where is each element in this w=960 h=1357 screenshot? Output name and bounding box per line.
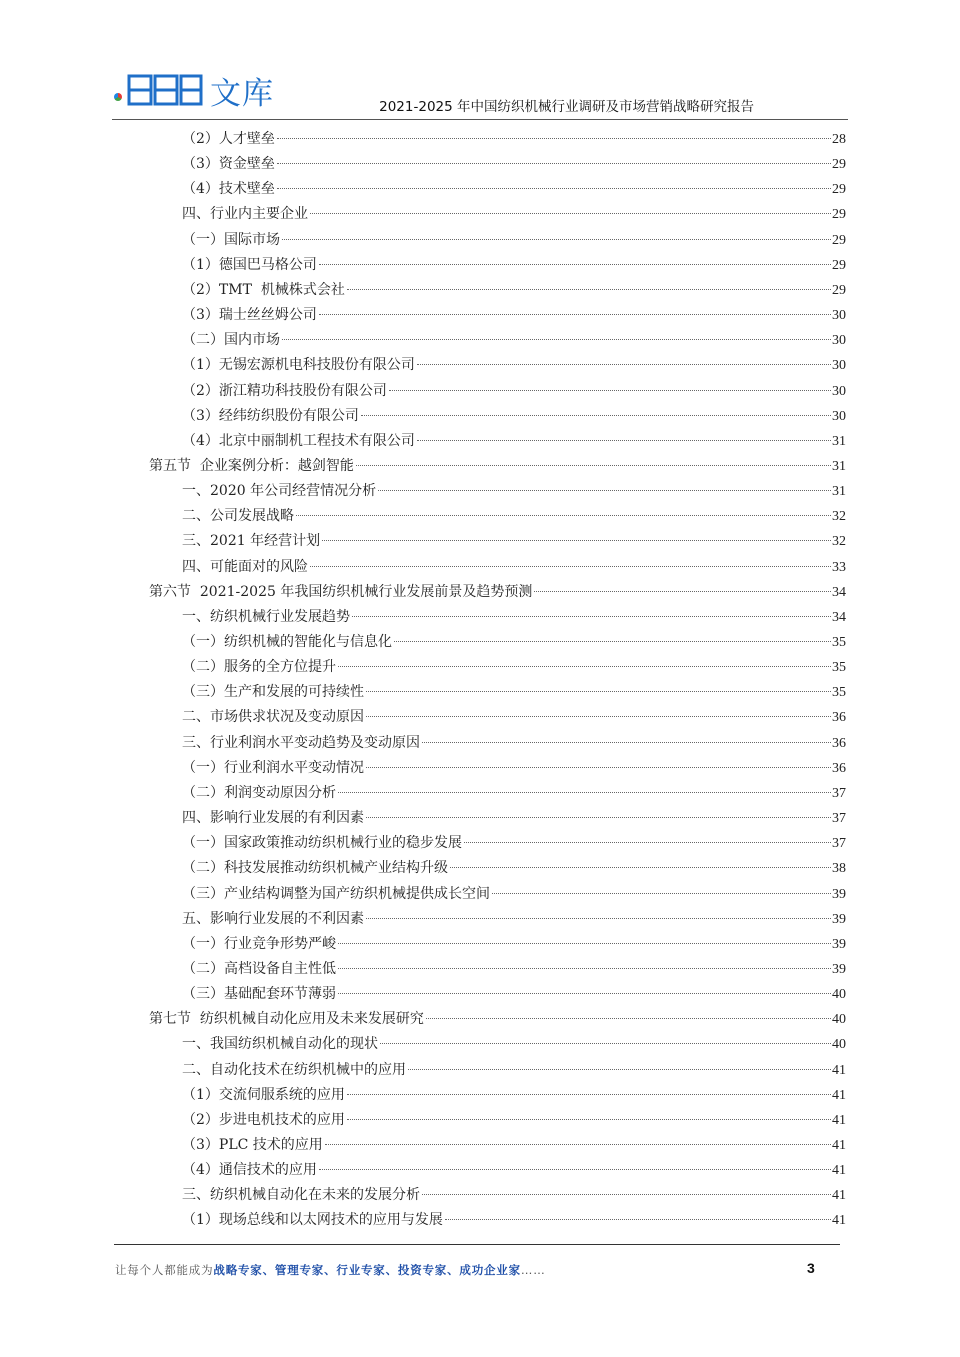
toc-entry[interactable] (182, 882, 846, 907)
toc-entry-label: 一、我国纺织机械自动化的现状 (182, 1036, 378, 1053)
toc-entry-label: （4）通信技术的应用 (182, 1162, 317, 1179)
toc-entry-page: 29 (832, 182, 846, 198)
toc-entry-label: （一）行业利润水平变动情况 (182, 759, 364, 776)
toc-entry-label: （2）步进电机技术的应用 (182, 1111, 345, 1128)
toc-entry-page: 35 (832, 635, 846, 650)
toc-entry[interactable] (182, 705, 846, 730)
toc-entry-page: 41 (832, 1112, 846, 1128)
toc-entry-label: （1）现场总线和以太网技术的应用与发展 (182, 1212, 443, 1229)
toc-entry-page: 37 (832, 785, 846, 801)
toc-entry-page: 34 (832, 584, 846, 600)
toc-entry-page: 39 (832, 911, 846, 927)
toc-entry-page: 29 (832, 232, 846, 248)
toc-entry[interactable] (149, 1007, 846, 1032)
toc-entry-page: 34 (832, 609, 846, 625)
toc-entry-page: 41 (832, 1138, 846, 1153)
toc-entry-label: 三、纺织机械自动化在未来的发展分析 (182, 1187, 420, 1204)
toc-entry-label: （3）经纬纺织股份有限公司 (182, 407, 359, 424)
footer-slogan-highlight: 战略专家、管理专家、行业专家、投资专家、成功企业家 (213, 1263, 521, 1277)
toc-entry[interactable] (182, 781, 846, 806)
toc-entry[interactable] (182, 1108, 846, 1133)
toc-leader-dots (492, 893, 831, 894)
footer-slogan-suffix: …… (520, 1263, 546, 1277)
toc-leader-dots (277, 188, 831, 189)
toc-entry-label: （二）国内市场 (182, 332, 280, 349)
toc-entry[interactable] (182, 555, 846, 580)
toc-entry-page: 30 (832, 333, 846, 349)
toc-entry[interactable] (149, 580, 846, 605)
toc-leader-dots (378, 490, 831, 491)
toc-entry-page: 39 (832, 936, 846, 952)
toc-leader-dots (338, 993, 831, 994)
toc-leader-dots (338, 666, 831, 667)
toc-leader-dots (310, 213, 831, 214)
toc-entry-label: 二、公司发展战略 (182, 508, 294, 525)
toc-entry-page: 40 (832, 1012, 846, 1028)
toc-entry[interactable] (182, 404, 846, 429)
toc-entry-label: 四、可能面对的风险 (182, 558, 308, 575)
toc-leader-dots (408, 1069, 831, 1070)
toc-entry-label: （二）高档设备自主性低 (182, 960, 336, 977)
toc-entry-page: 29 (832, 157, 846, 173)
toc-entry-label: 三、行业利润水平变动趋势及变动原因 (182, 734, 420, 751)
toc-leader-dots (464, 842, 831, 843)
toc-entry-label: （2）人才壁垒 (182, 131, 275, 147)
toc-entry-page: 32 (832, 534, 846, 550)
toc-entry[interactable] (182, 479, 846, 504)
toc-entry[interactable] (182, 1032, 846, 1057)
toc-entry-page: 39 (832, 886, 846, 902)
toc-leader-dots (322, 540, 831, 541)
toc-leader-dots (422, 1194, 831, 1195)
toc-entry-page: 41 (832, 1163, 846, 1179)
toc-entry[interactable] (182, 504, 846, 529)
toc-entry-page: 33 (832, 559, 846, 575)
toc-leader-dots (282, 239, 831, 240)
toc-entry-label: 第六节 2021-2025 年我国纺织机械行业发展前景及趋势预测 (149, 583, 533, 600)
toc-entry-page: 30 (832, 383, 846, 399)
toc-entry-page: 35 (832, 685, 846, 701)
toc-entry[interactable] (182, 328, 846, 353)
toc-entry-label: （1）德国巴马格公司 (182, 256, 317, 273)
toc-leader-dots (347, 289, 831, 290)
toc-entry[interactable] (182, 982, 846, 1007)
toc-leader-dots (319, 1169, 831, 1170)
toc-entry-label: （一）国家政策推动纺织机械行业的稳步发展 (182, 835, 462, 852)
toc-entry[interactable] (182, 655, 846, 680)
toc-entry[interactable] (182, 127, 846, 152)
toc-entry[interactable] (182, 856, 846, 881)
logo (114, 70, 274, 110)
toc-entry[interactable] (182, 379, 846, 404)
toc-leader-dots (319, 264, 831, 265)
toc-entry[interactable] (182, 680, 846, 705)
toc-entry[interactable] (182, 177, 846, 202)
toc-entry[interactable] (182, 731, 846, 756)
toc-entry-page: 29 (832, 207, 846, 223)
toc-entry-label: （2）浙江精功科技股份有限公司 (182, 382, 387, 399)
toc-entry-label: 三、2021 年经营计划 (182, 533, 321, 550)
document-title: 2021-2025 年中国纺织机械行业调研及市场营销战略研究报告 (379, 99, 754, 115)
toc-entry-page: 41 (832, 1213, 846, 1229)
toc-leader-dots (361, 415, 831, 416)
footer-divider (114, 1244, 840, 1245)
toc-entry-label: 一、2020 年公司经营情况分析 (182, 483, 377, 500)
toc-leader-dots (366, 767, 831, 768)
toc-leader-dots (325, 1144, 831, 1145)
toc-leader-dots (417, 440, 831, 441)
toc-leader-dots (282, 339, 831, 340)
toc-entry-label: （一）纺织机械的智能化与信息化 (182, 634, 392, 650)
toc-leader-dots (338, 943, 831, 944)
toc-entry-label: 第七节 纺织机械自动化应用及未来发展研究 (149, 1011, 424, 1028)
toc-entry[interactable] (182, 756, 846, 781)
toc-entry[interactable] (149, 454, 846, 479)
page-number: 3 (807, 1260, 815, 1276)
toc-entry[interactable] (182, 152, 846, 177)
toc-entry-page: 30 (832, 408, 846, 424)
toc-leader-dots (422, 742, 831, 743)
toc-entry-label: 四、行业内主要企业 (182, 206, 308, 223)
toc-leader-dots (338, 792, 831, 793)
toc-entry-page: 41 (832, 1087, 846, 1103)
toc-entry-label: 二、市场供求状况及变动原因 (182, 709, 364, 726)
toc-entry[interactable] (182, 253, 846, 278)
toc-leader-dots (366, 691, 831, 692)
toc-entry-label: （3）PLC 技术的应用 (182, 1137, 323, 1153)
toc-leader-dots (347, 1119, 831, 1120)
toc-entry-page: 37 (832, 811, 846, 827)
toc-entry-page: 36 (832, 735, 846, 751)
toc-leader-dots (445, 1219, 831, 1220)
toc-entry-page: 41 (832, 1062, 846, 1078)
toc-entry-label: （2）TMT 机械株式会社 (182, 281, 345, 298)
toc-entry-page: 35 (832, 660, 846, 676)
toc-entry-label: （二）利润变动原因分析 (182, 784, 336, 801)
toc-entry-label: 四、影响行业发展的有利因素 (182, 810, 364, 827)
toc-entry[interactable] (182, 1183, 846, 1208)
toc-leader-dots (417, 364, 831, 365)
toc-leader-dots (277, 138, 831, 139)
toc-entry-label: （二）科技发展推动纺织机械产业结构升级 (182, 860, 448, 877)
toc-entry-label: （三）生产和发展的可持续性 (182, 684, 364, 701)
toc-entry-page: 36 (832, 760, 846, 776)
toc-leader-dots (296, 515, 831, 516)
toc-leader-dots (347, 1094, 831, 1095)
toc-entry-label: 第五节 企业案例分析：越剑智能 (149, 457, 354, 474)
toc-entry[interactable] (182, 806, 846, 831)
toc-entry[interactable] (182, 278, 846, 303)
toc-entry-page: 30 (832, 308, 846, 324)
toc-entry-page: 40 (832, 987, 846, 1003)
toc-entry-page: 36 (832, 710, 846, 726)
toc-entry[interactable] (182, 605, 846, 630)
logo-text: 文库 (210, 75, 274, 112)
toc-entry[interactable] (182, 303, 846, 328)
toc-entry-page: 31 (832, 458, 846, 474)
toc-leader-dots (352, 616, 831, 617)
toc-entry-label: 一、纺织机械行业发展趋势 (182, 608, 350, 625)
toc-entry-label: （三）产业结构调整为国产纺织机械提供成长空间 (182, 885, 490, 902)
toc-entry-page: 41 (832, 1188, 846, 1204)
toc-entry-label: （1）交流伺服系统的应用 (182, 1086, 345, 1103)
toc-leader-dots (394, 641, 831, 642)
toc-entry-page: 29 (832, 282, 846, 298)
toc-leader-dots (310, 566, 831, 567)
toc-entry-label: （一）行业竞争形势严峻 (182, 935, 336, 952)
toc-entry-label: （3）瑞士丝丝姆公司 (182, 307, 317, 324)
toc-entry[interactable] (182, 907, 846, 932)
toc-leader-dots (319, 314, 831, 315)
toc-entry-page: 32 (832, 509, 846, 525)
toc-entry-label: （三）基础配套环节薄弱 (182, 986, 336, 1003)
toc-entry[interactable] (182, 228, 846, 253)
toc-entry-label: （3）资金壁垒 (182, 156, 275, 173)
toc-entry[interactable] (182, 1158, 846, 1183)
toc-entry-label: （4）北京中丽制机工程技术有限公司 (182, 432, 415, 449)
toc-leader-dots (366, 918, 831, 919)
toc-leader-dots (450, 867, 831, 868)
toc-entry-label: （4）技术壁垒 (182, 181, 275, 198)
toc-leader-dots (356, 465, 831, 466)
toc-entry[interactable] (182, 1058, 846, 1083)
toc-entry-page: 29 (832, 257, 846, 273)
toc-entry-page: 37 (832, 836, 846, 852)
toc-entry-page: 30 (832, 358, 846, 374)
toc-entry[interactable] (182, 353, 846, 378)
toc-entry-page: 28 (832, 132, 846, 147)
toc-entry-page: 40 (832, 1037, 846, 1053)
toc-entry-page: 39 (832, 961, 846, 977)
toc-entry[interactable] (182, 202, 846, 227)
toc-entry-label: 五、影响行业发展的不利因素 (182, 910, 364, 927)
toc-leader-dots (426, 1018, 831, 1019)
toc-entry-label: 二、自动化技术在纺织机械中的应用 (182, 1061, 406, 1078)
toc-entry-page: 38 (832, 861, 846, 877)
toc-leader-dots (338, 968, 831, 969)
toc-entry[interactable] (182, 831, 846, 856)
toc-entry-label: （1）无锡宏源机电科技股份有限公司 (182, 357, 415, 374)
footer-slogan (115, 1262, 546, 1278)
toc-entry-label: （一）国际市场 (182, 231, 280, 248)
toc-leader-dots (277, 163, 831, 164)
toc-entry[interactable] (182, 957, 846, 982)
toc-leader-dots (366, 716, 831, 717)
toc-entry-page: 31 (832, 484, 846, 500)
toc-entry[interactable] (182, 630, 846, 655)
toc-leader-dots (380, 1043, 831, 1044)
toc-entry[interactable] (182, 1133, 846, 1158)
toc-entry[interactable] (182, 429, 846, 454)
header-divider (112, 119, 848, 120)
toc-entry[interactable] (182, 932, 846, 957)
toc-entry[interactable] (182, 1083, 846, 1108)
toc-entry[interactable] (182, 1208, 846, 1233)
toc-entry-label: （二）服务的全方位提升 (182, 659, 336, 676)
toc-entry[interactable] (182, 529, 846, 554)
logo-mark-icon (126, 73, 204, 107)
toc-entry-page: 31 (832, 433, 846, 449)
toc-leader-dots (366, 817, 831, 818)
logo-dot-icon (114, 93, 122, 101)
toc-leader-dots (389, 390, 831, 391)
toc-leader-dots (534, 591, 831, 592)
footer-slogan-prefix: 让每个人都能成为 (115, 1263, 214, 1277)
